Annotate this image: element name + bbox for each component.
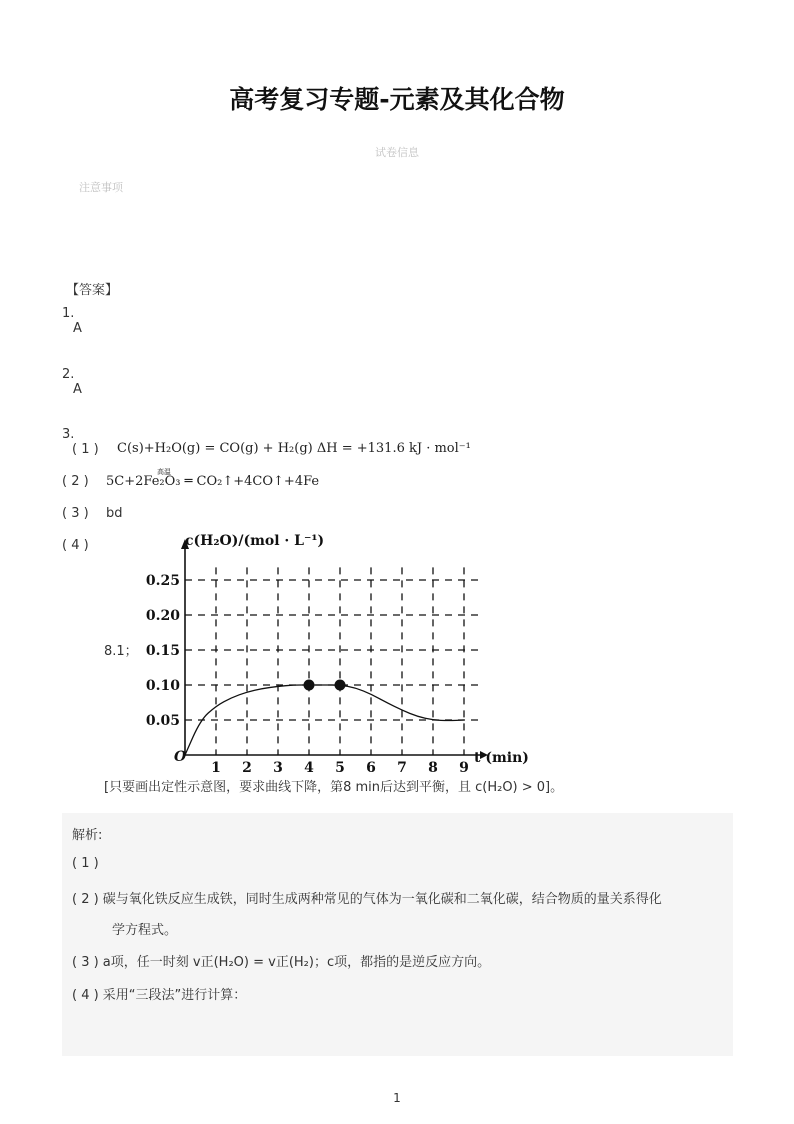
q3-part1-label: ( 1 ) xyxy=(72,442,99,457)
y-tick-label: 0.20 xyxy=(145,608,180,624)
q3-part3-label: ( 3 ) xyxy=(62,506,89,521)
chart-axes xyxy=(181,539,488,759)
y-tick-label: 0.05 xyxy=(145,713,180,729)
q3-part2-equation: 5C+2Fe₂O₃ ═ CO₂↑+4CO↑+4Fe xyxy=(106,474,320,489)
analysis-part2-continued: 学方程式。 xyxy=(112,923,178,938)
analysis-part4: ( 4 ) 采用“三段法”进行计算： xyxy=(72,988,247,1003)
x-tick-label: 1 xyxy=(211,760,221,775)
analysis-part1: ( 1 ) xyxy=(72,856,99,871)
q3-part4-label: ( 4 ) xyxy=(62,538,89,553)
x-axis-label: t (min) xyxy=(474,750,529,766)
data-point-marker xyxy=(335,680,346,691)
analysis-heading: 解析: xyxy=(72,828,103,843)
q2-answer: A xyxy=(73,382,82,397)
q3-part3-answer: bd xyxy=(106,506,123,521)
q2-number: 2. xyxy=(62,367,75,382)
x-tick-label: 8 xyxy=(428,760,438,775)
page-number: 1 xyxy=(393,1091,401,1105)
answers-heading: 【答案】 xyxy=(66,283,119,298)
q1-answer: A xyxy=(73,321,82,336)
q1-number: 1. xyxy=(62,306,75,321)
page-title: 高考复习专题-元素及其化合物 xyxy=(229,85,565,114)
y-axis-label: c(H₂O)/(mol · L⁻¹) xyxy=(185,533,325,549)
analysis-part2: ( 2 ) 碳与氧化铁反应生成铁，同时生成两种常见的气体为一氧化碳和二氧化碳，结合物质的量关系得化 xyxy=(72,892,662,907)
q3-part4-note: [只要画出定性示意图，要求曲线下降，第8 min后达到平衡，且 c(H₂O) > 0]。 xyxy=(104,780,564,795)
y-tick-label: 0.10 xyxy=(145,678,180,694)
x-tick-label: 4 xyxy=(304,760,314,775)
exam-info-label: 试卷信息 xyxy=(375,146,419,159)
reaction-condition: 高温 xyxy=(157,468,171,476)
x-tick-label: 9 xyxy=(459,760,469,775)
y-tick-label: 0.15 xyxy=(145,643,180,659)
analysis-part3: ( 3 ) a项，任一时刻 v正(H₂O) = v正(H₂)；c项，都指的是逆反应方向。 xyxy=(72,955,491,970)
x-tick-label: 6 xyxy=(366,760,376,775)
data-point-marker xyxy=(304,680,315,691)
analysis-panel xyxy=(62,813,733,1056)
q3-part1-equation: C(s)+H₂O(g) = CO(g) + H₂(g) ΔH = +131.6 kJ · mol⁻¹ xyxy=(117,441,471,456)
q3-number: 3. xyxy=(62,427,75,442)
origin-label: O xyxy=(174,749,187,765)
notice-label: 注意事项 xyxy=(79,181,123,194)
y-tick-label: 0.25 xyxy=(145,573,180,589)
chart-ticks xyxy=(146,573,469,775)
x-tick-label: 2 xyxy=(242,760,252,775)
x-tick-label: 5 xyxy=(335,760,345,775)
x-tick-label: 7 xyxy=(397,760,407,775)
q3-part2-label: ( 2 ) xyxy=(62,474,89,489)
chart-grid xyxy=(185,567,483,755)
x-tick-label: 3 xyxy=(273,760,283,775)
concentration-chart xyxy=(140,525,540,775)
q3-part4-value: 8.1； xyxy=(104,644,138,659)
